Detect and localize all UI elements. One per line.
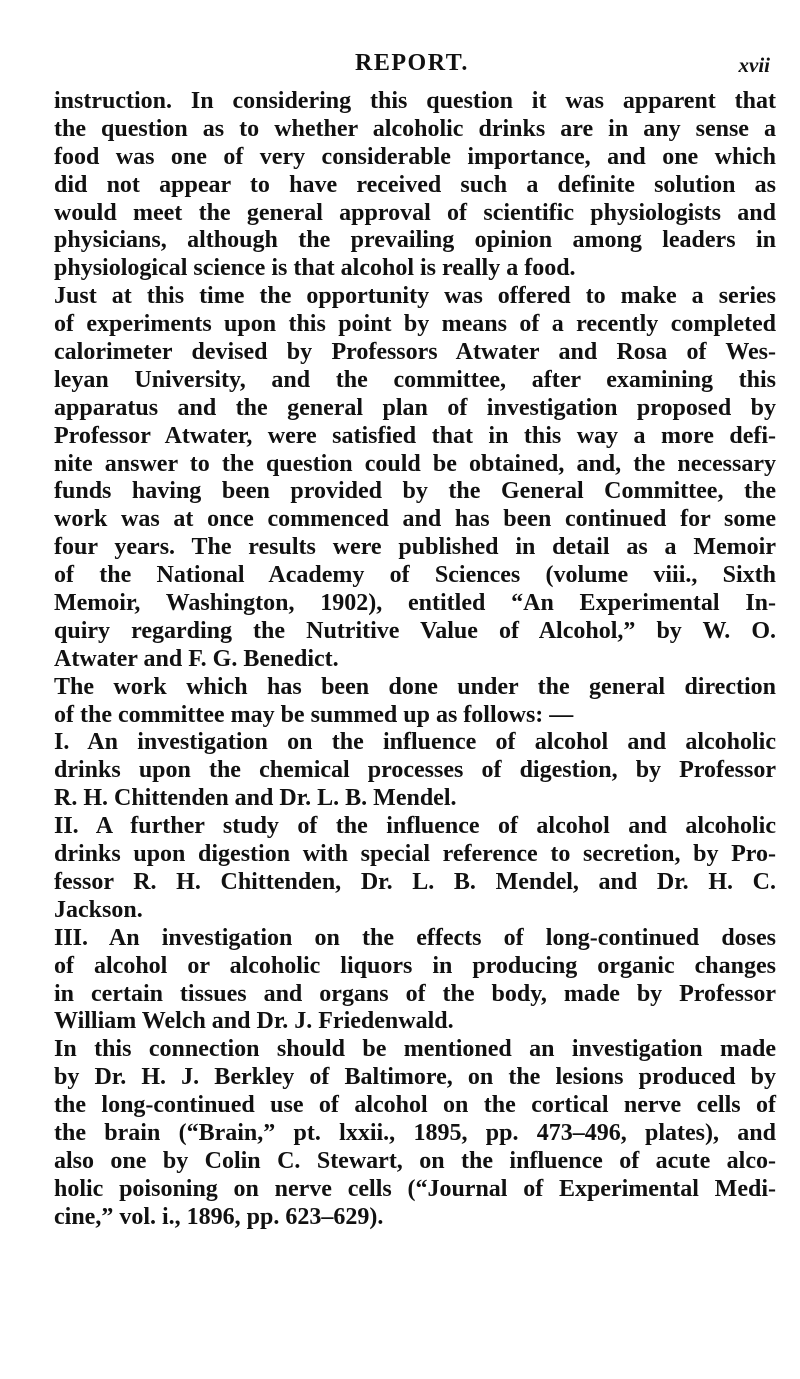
text-line: drinks upon digestion with special reference to secretion, by Pro- bbox=[54, 841, 776, 868]
text-line: by Dr. H. J. Berkley of Baltimore, on the lesions produced by bbox=[54, 1064, 776, 1091]
running-head bbox=[54, 50, 770, 84]
text-line: physiological science is that alcohol is really a food. bbox=[54, 255, 576, 282]
text-line: apparatus and the general plan of investigation proposed by bbox=[54, 394, 776, 421]
text-line: drinks upon the chemical processes of digestion, by Professor bbox=[54, 757, 776, 784]
text-line: nite answer to the question could be obtained, and, the necessary bbox=[54, 450, 776, 477]
text-line: II. A further study of the influence of alcohol and alcoholic bbox=[54, 813, 776, 840]
text-line: Memoir, Washington, 1902), entitled “An Experimental In- bbox=[54, 590, 776, 617]
text-line: fessor R. H. Chittenden, Dr. L. B. Mendel, and Dr. H. C. bbox=[54, 868, 776, 895]
text-line: of alcohol or alcoholic liquors in producing organic changes bbox=[54, 952, 776, 979]
body-text bbox=[54, 88, 776, 1232]
text-line: In this connection should be mentioned an investigation made bbox=[54, 1036, 776, 1063]
text-line: Atwater and F. G. Benedict. bbox=[54, 645, 339, 672]
text-line: would meet the general approval of scientific physiologists and bbox=[54, 199, 776, 226]
text-line: in certain tissues and organs of the body, made by Professor bbox=[54, 980, 776, 1007]
page-number: xvii bbox=[738, 53, 770, 77]
text-line: R. H. Chittenden and Dr. L. B. Mendel. bbox=[54, 785, 457, 812]
text-line: Jackson. bbox=[54, 896, 143, 923]
text-line: work was at once commenced and has been continued for some bbox=[54, 506, 776, 533]
text-line: physicians, although the prevailing opinion among leaders in bbox=[54, 227, 776, 254]
text-line: holic poisoning on nerve cells (“Journal of Experimental Medi- bbox=[54, 1175, 776, 1202]
text-line: of the committee may be summed up as follows: — bbox=[54, 701, 574, 728]
running-title: REPORT. bbox=[355, 50, 469, 76]
text-line: the question as to whether alcoholic drinks are in any sense a bbox=[54, 115, 776, 142]
text-line: Just at this time the opportunity was offered to make a series bbox=[54, 283, 776, 310]
text-line: William Welch and Dr. J. Friedenwald. bbox=[54, 1008, 454, 1035]
text-line: the long-continued use of alcohol on the cortical nerve cells of bbox=[54, 1092, 776, 1119]
text-line: calorimeter devised by Professors Atwater and Rosa of Wes- bbox=[54, 339, 776, 366]
text-line: did not appear to have received such a definite solution as bbox=[54, 171, 776, 198]
text-line: cine,” vol. i., 1896, pp. 623–629). bbox=[54, 1203, 384, 1230]
text-line: food was one of very considerable importance, and one which bbox=[54, 143, 776, 170]
text-line: instruction. In considering this question it was apparent that bbox=[54, 88, 776, 114]
text-line: III. An investigation on the effects of long-continued doses bbox=[54, 924, 776, 951]
text-line: four years. The results were published in detail as a Memoir bbox=[54, 534, 776, 561]
text-line: of experiments upon this point by means of a recently completed bbox=[54, 311, 776, 338]
text-line: the brain (“Brain,” pt. lxxii., 1895, pp. 473–496, plates), and bbox=[54, 1119, 776, 1146]
text-line: funds having been provided by the General Committee, the bbox=[54, 478, 776, 505]
text-line: also one by Colin C. Stewart, on the influence of acute alco- bbox=[54, 1147, 776, 1174]
text-line: quiry regarding the Nutritive Value of Alcohol,” by W. O. bbox=[54, 617, 776, 644]
text-line: The work which has been done under the general direction bbox=[54, 673, 776, 700]
text-line: Professor Atwater, were satisfied that in this way a more defi- bbox=[54, 422, 776, 449]
text-line: leyan University, and the committee, after examining this bbox=[54, 366, 776, 393]
text-line: of the National Academy of Sciences (volume viii., Sixth bbox=[54, 562, 776, 589]
text-line: I. An investigation on the influence of alcohol and alcoholic bbox=[54, 729, 776, 756]
